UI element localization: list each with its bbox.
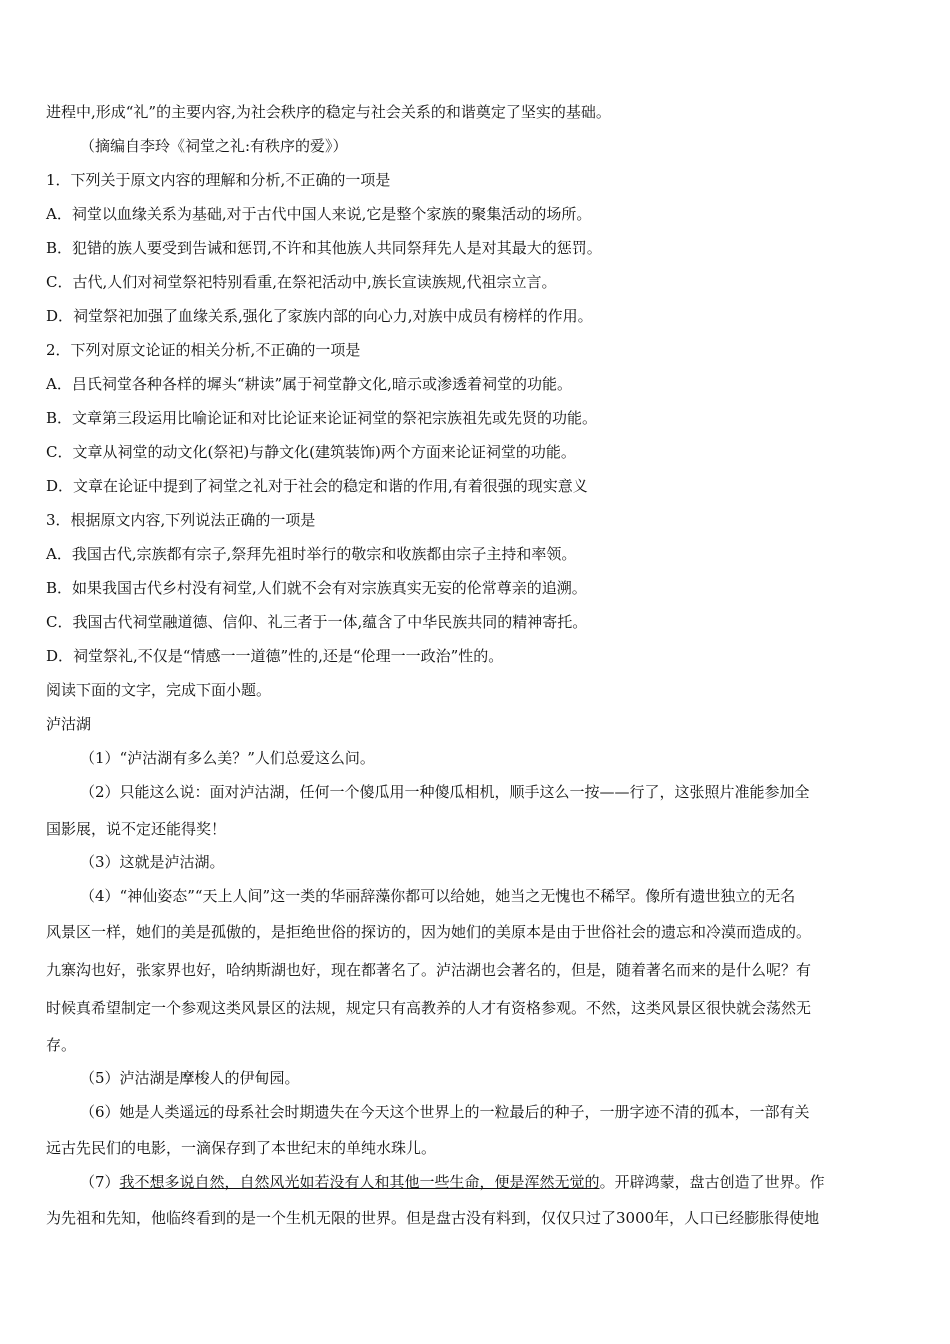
passage2-para-4-line-2: 风景区一样，她们的美是孤傲的，是拒绝世俗的探访的，因为她们的美原本是由于世俗社会的遗忘和冷漠而造成的。: [46, 923, 812, 941]
q3-option-b: B．如果我国古代乡村没有祠堂,人们就不会有对宗族真实无妄的伦常尊亲的追溯。: [46, 579, 587, 597]
q3-stem: 3．根据原文内容,下列说法正确的一项是: [46, 511, 316, 529]
para-7-number: （7）: [80, 1173, 120, 1191]
q1-option-b: B．犯错的族人要受到告诫和惩罚,不许和其他族人共同祭拜先人是对其最大的惩罚。: [46, 239, 602, 257]
q1-option-d: D．祠堂祭祀加强了血缘关系,强化了家族内部的向心力,对族中成员有榜样的作用。: [46, 307, 593, 325]
passage2-para-4-line-1: （4）“神仙姿态”“天上人间”这一类的华丽辞藻你都可以给她，她当之无愧也不稀罕。像所有遗世独立的无名: [80, 887, 796, 905]
passage2-para-4-line-4: 时候真希望制定一个参观这类风景区的法规，规定只有高教养的人才有资格参观。不然，这类风景区很快就会荡然无: [46, 999, 812, 1017]
q2-option-d: D．文章在论证中提到了祠堂之礼对于社会的稳定和谐的作用,有着很强的现实意义: [46, 477, 588, 495]
q3-option-c: C．我国古代祠堂融道德、信仰、礼三者于一体,蕴含了中华民族共同的精神寄托。: [46, 613, 588, 631]
passage2-para-1: （1）“泸沽湖有多么美？”人们总爱这么问。: [80, 749, 375, 767]
passage1-source: （摘编自李玲《祠堂之礼:有秩序的爱》）: [80, 137, 348, 155]
passage2-para-4-line-5: 存。: [46, 1036, 77, 1054]
passage2-para-7-line-1: [80, 1172, 825, 1192]
q1-stem: 1．下列关于原文内容的理解和分析,不正确的一项是: [46, 171, 391, 189]
q3-option-d: D．祠堂祭礼,不仅是“情感一一道德”性的,还是“伦理一一政治”性的。: [46, 647, 504, 665]
passage2-para-6-line-2: 远古先民们的电影，一滴保存到了本世纪末的单纯水珠儿。: [46, 1139, 437, 1157]
passage2-para-2-line-1: （2）只能这么说：面对泸沽湖，任何一个傻瓜用一种傻瓜相机，顺手这么一按——行了，这张照片准能参加全: [80, 783, 810, 801]
passage1-tail: 进程中,形成“礼”的主要内容,为社会秩序的稳定与社会关系的和谐奠定了坚实的基础。: [46, 103, 611, 121]
passage2-para-4-line-3: 九寨沟也好，张家界也好，哈纳斯湖也好，现在都著名了。泸沽湖也会著名的，但是，随着著名而来的是什么呢？有: [46, 961, 812, 979]
q2-option-c: C．文章从祠堂的动文化(祭祀)与静文化(建筑装饰)两个方面来论证祠堂的功能。: [46, 443, 576, 461]
passage2-para-3: （3）这就是泸沽湖。: [80, 853, 225, 871]
q1-option-c: C．古代,人们对祠堂祭祀特别看重,在祭祀活动中,族长宣读族规,代祖宗立言。: [46, 273, 557, 291]
q2-option-b: B．文章第三段运用比喻论证和对比论证来论证祠堂的祭祀宗族祖先或先贤的功能。: [46, 409, 598, 427]
passage2-para-6-line-1: （6）她是人类遥远的母系社会时期遗失在今天这个世界上的一粒最后的种子，一册字迹不清的孤本，一部有关: [80, 1103, 810, 1121]
passage2-para-2-line-2: 国影展，说不定还能得奖！: [46, 820, 227, 838]
reading-instruction: 阅读下面的文字，完成下面小题。: [46, 681, 272, 699]
para-7-underlined-sentence: 我不想多说自然，自然风光如若没有人和其他一些生命，便是浑然无觉的: [119, 1173, 600, 1191]
q2-stem: 2．下列对原文论证的相关分析,不正确的一项是: [46, 341, 361, 359]
para-7-rest: 。开辟鸿蒙，盘古创造了世界。作: [599, 1173, 825, 1191]
passage2-para-7-line-2: 为先祖和先知，他临终看到的是一个生机无限的世界。但是盘古没有料到，仅仅只过了3000年，人口已经膨胀得使地: [46, 1209, 820, 1227]
q1-option-a: A．祠堂以血缘关系为基础,对于古代中国人来说,它是整个家族的聚集活动的场所。: [46, 205, 592, 223]
q2-option-a: A．吕氏祠堂各种各样的墀头“耕读”属于祠堂静文化,暗示或渗透着祠堂的功能。: [46, 375, 572, 393]
passage2-para-5: （5）泸沽湖是摩梭人的伊甸园。: [80, 1069, 300, 1087]
q3-option-a: A．我国古代,宗族都有宗子,祭拜先祖时举行的敬宗和收族都由宗子主持和率领。: [46, 545, 577, 563]
passage2-title: 泸沽湖: [46, 715, 92, 733]
